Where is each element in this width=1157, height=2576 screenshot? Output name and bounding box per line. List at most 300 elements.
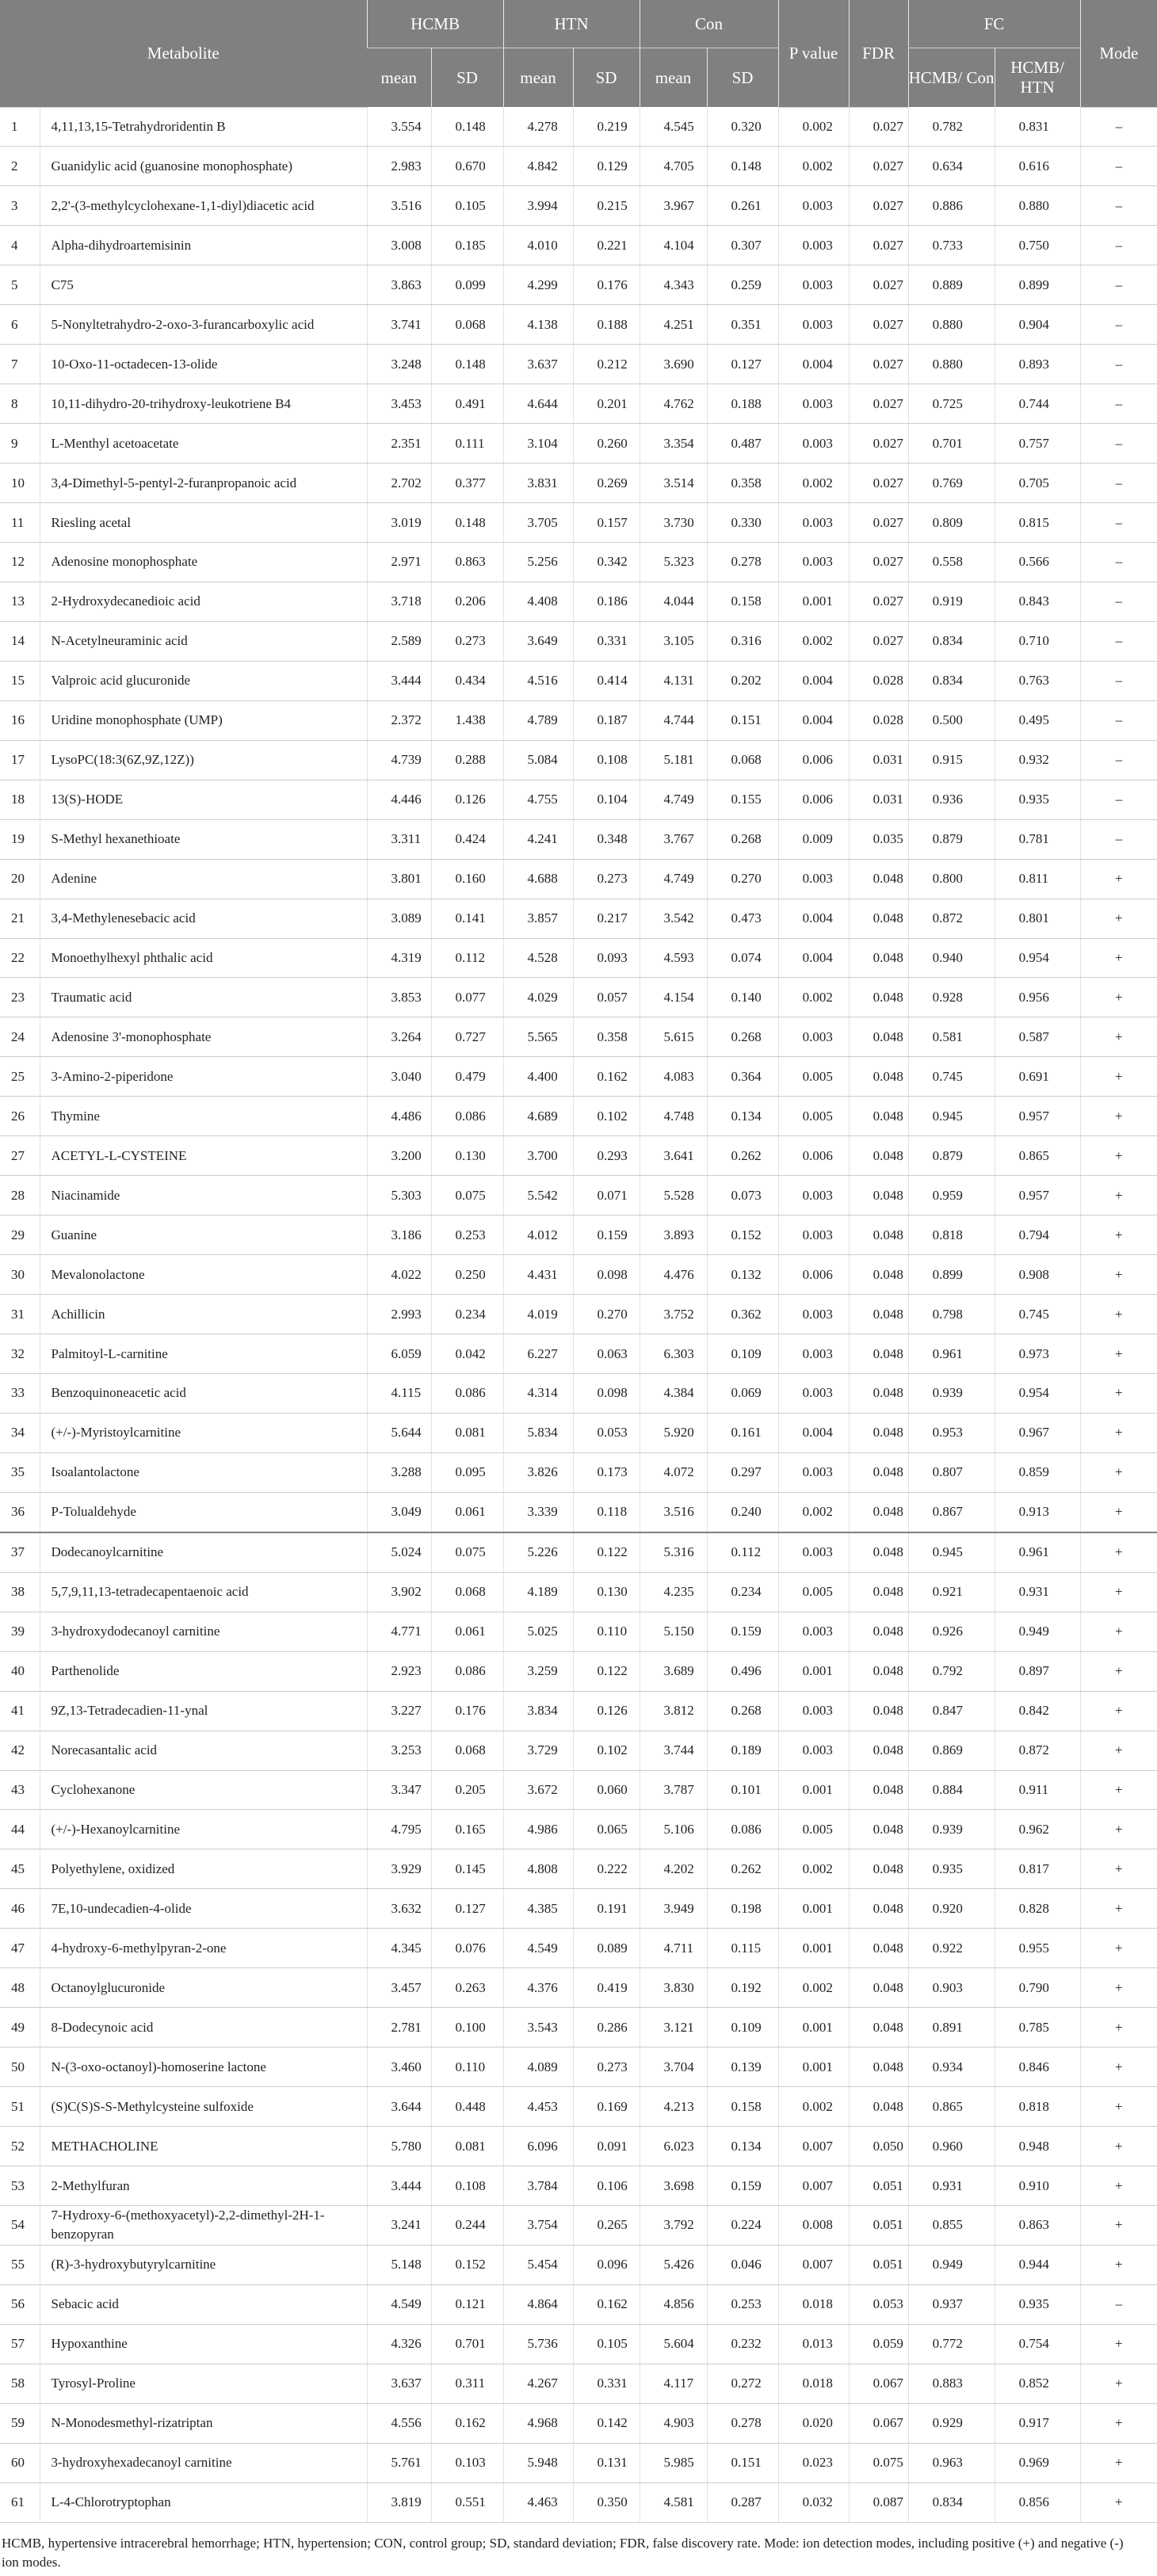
hcmb-sd-cell: 0.105 xyxy=(431,186,503,226)
hcmb-sd-cell: 0.042 xyxy=(431,1334,503,1374)
metabolite-name-cell: 4-hydroxy-6-methylpyran-2-one xyxy=(40,1929,367,1968)
htn-sd-cell: 0.157 xyxy=(573,503,640,543)
fdr-cell: 0.048 xyxy=(849,1968,908,2008)
metabolite-name-cell: 3,4-Methylenesebacic acid xyxy=(40,899,367,938)
fc-hcmb-con-cell: 0.869 xyxy=(908,1731,995,1770)
hcmb-sd-cell: 0.424 xyxy=(431,819,503,859)
fc-hcmb-htn-cell: 0.935 xyxy=(995,2284,1080,2324)
fc-hcmb-htn-cell: 0.856 xyxy=(995,2483,1080,2522)
con-mean-cell: 3.967 xyxy=(640,186,707,226)
con-sd-cell: 0.261 xyxy=(707,186,778,226)
table-row xyxy=(0,1612,1157,1651)
fc-hcmb-htn-cell: 0.908 xyxy=(995,1255,1080,1295)
con-sd-cell: 0.140 xyxy=(707,978,778,1017)
hcmb-sd-cell: 0.244 xyxy=(431,2206,503,2246)
ion-mode-cell: – xyxy=(1080,2284,1157,2324)
hcmb-mean-cell: 2.702 xyxy=(367,464,431,503)
ion-mode-cell: + xyxy=(1080,1849,1157,1889)
htn-mean-cell: 4.385 xyxy=(503,1889,573,1929)
p-value-cell: 0.001 xyxy=(778,582,849,621)
p-value-cell: 0.003 xyxy=(778,1691,849,1731)
ion-mode-cell: + xyxy=(1080,1651,1157,1691)
fc-hcmb-con-cell: 0.939 xyxy=(908,1374,995,1414)
metabolite-name-cell: Isoalantolactone xyxy=(40,1452,367,1492)
con-mean-cell: 4.131 xyxy=(640,661,707,700)
htn-sd-cell: 0.159 xyxy=(573,1215,640,1255)
hcmb-mean-cell: 3.248 xyxy=(367,345,431,384)
htn-mean-cell: 4.516 xyxy=(503,661,573,700)
hcmb-mean-cell: 4.326 xyxy=(367,2324,431,2364)
fdr-cell: 0.048 xyxy=(849,1136,908,1176)
row-number-cell: 53 xyxy=(0,2166,40,2206)
table-row xyxy=(0,1849,1157,1889)
con-mean-cell: 3.641 xyxy=(640,1136,707,1176)
metabolite-name-cell: P-Tolualdehyde xyxy=(40,1492,367,1532)
p-value-cell: 0.003 xyxy=(778,1215,849,1255)
htn-sd-cell: 0.331 xyxy=(573,621,640,661)
metabolite-name-cell: Guanine xyxy=(40,1215,367,1255)
fc-hcmb-con-cell: 0.920 xyxy=(908,1889,995,1929)
htn-mean-cell: 6.227 xyxy=(503,1334,573,1374)
htn-mean-cell: 5.542 xyxy=(503,1176,573,1215)
con-mean-cell: 4.749 xyxy=(640,859,707,899)
htn-mean-cell: 3.994 xyxy=(503,186,573,226)
table-row xyxy=(0,1136,1157,1176)
htn-mean-cell: 3.857 xyxy=(503,899,573,938)
htn-mean-cell: 4.968 xyxy=(503,2403,573,2443)
metabolite-name-cell: Cyclohexanone xyxy=(40,1770,367,1810)
p-value-cell: 0.009 xyxy=(778,819,849,859)
table-row xyxy=(0,1452,1157,1492)
htn-mean-cell: 4.842 xyxy=(503,147,573,186)
hcmb-mean-cell: 3.902 xyxy=(367,1572,431,1612)
hcmb-mean-cell: 5.780 xyxy=(367,2127,431,2166)
fc-hcmb-htn-cell: 0.817 xyxy=(995,1849,1080,1889)
fc-hcmb-con-cell: 0.919 xyxy=(908,582,995,621)
fc-hcmb-htn-cell: 0.710 xyxy=(995,621,1080,661)
fc-hcmb-htn-cell: 0.955 xyxy=(995,1929,1080,1968)
table-row xyxy=(0,1215,1157,1255)
fdr-cell: 0.087 xyxy=(849,2483,908,2522)
hcmb-mean-cell: 3.741 xyxy=(367,305,431,345)
row-number-cell: 54 xyxy=(0,2206,40,2246)
hcmb-mean-cell: 3.089 xyxy=(367,899,431,938)
fc-hcmb-con-cell: 0.884 xyxy=(908,1770,995,1810)
htn-mean-cell: 4.012 xyxy=(503,1215,573,1255)
p-value-cell: 0.005 xyxy=(778,1572,849,1612)
fc-hcmb-con-cell: 0.929 xyxy=(908,2403,995,2443)
con-mean-cell: 3.767 xyxy=(640,819,707,859)
hcmb-sd-cell: 0.068 xyxy=(431,1731,503,1770)
hcmb-mean-cell: 3.929 xyxy=(367,1849,431,1889)
fc-hcmb-htn-cell: 0.897 xyxy=(995,1651,1080,1691)
ion-mode-cell: + xyxy=(1080,2206,1157,2246)
fc-hcmb-htn-cell: 0.763 xyxy=(995,661,1080,700)
table-row xyxy=(0,1176,1157,1215)
p-value-cell: 0.003 xyxy=(778,226,849,265)
fc-hcmb-htn-cell: 0.828 xyxy=(995,1889,1080,1929)
htn-mean-cell: 4.755 xyxy=(503,780,573,819)
metabolite-name-cell: S-Methyl hexanethioate xyxy=(40,819,367,859)
fdr-cell: 0.048 xyxy=(849,2008,908,2047)
htn-mean-cell: 4.267 xyxy=(503,2364,573,2403)
p-value-cell: 0.006 xyxy=(778,1136,849,1176)
ion-mode-cell: + xyxy=(1080,1334,1157,1374)
table-row xyxy=(0,1691,1157,1731)
htn-sd-cell: 0.350 xyxy=(573,2483,640,2522)
htn-sd-cell: 0.057 xyxy=(573,978,640,1017)
metabolite-name-cell: 8-Dodecynoic acid xyxy=(40,2008,367,2047)
table-row xyxy=(0,305,1157,345)
metabolite-name-cell: Polyethylene, oxidized xyxy=(40,1849,367,1889)
fdr-cell: 0.048 xyxy=(849,1691,908,1731)
con-sd-cell: 0.046 xyxy=(707,2245,778,2284)
htn-mean-cell: 4.528 xyxy=(503,938,573,978)
con-mean-cell: 4.202 xyxy=(640,1849,707,1889)
fc-hcmb-htn-cell: 0.911 xyxy=(995,1770,1080,1810)
table-row xyxy=(0,1929,1157,1968)
p-value-cell: 0.005 xyxy=(778,1810,849,1849)
con-sd-cell: 0.262 xyxy=(707,1849,778,1889)
row-number-cell: 24 xyxy=(0,1017,40,1057)
htn-sd-cell: 0.260 xyxy=(573,424,640,464)
fdr-cell: 0.027 xyxy=(849,424,908,464)
metabolite-name-cell: Valproic acid glucuronide xyxy=(40,661,367,700)
fc-hcmb-htn-cell: 0.757 xyxy=(995,424,1080,464)
ion-mode-cell: + xyxy=(1080,2443,1157,2483)
fc-hcmb-con-cell: 0.782 xyxy=(908,107,995,147)
htn-mean-cell: 3.784 xyxy=(503,2166,573,2206)
htn-sd-cell: 0.130 xyxy=(573,1572,640,1612)
con-mean-cell: 4.545 xyxy=(640,107,707,147)
table-row xyxy=(0,978,1157,1017)
htn-sd-cell: 0.089 xyxy=(573,1929,640,1968)
metabolite-name-cell: Adenine xyxy=(40,859,367,899)
con-sd-cell: 0.268 xyxy=(707,1017,778,1057)
fdr-cell: 0.027 xyxy=(849,542,908,582)
hcmb-mean-cell: 4.115 xyxy=(367,1374,431,1414)
p-value-cell: 0.001 xyxy=(778,1889,849,1929)
metabolite-name-cell: N-Acetylneuraminic acid xyxy=(40,621,367,661)
con-mean-cell: 4.251 xyxy=(640,305,707,345)
table-row xyxy=(0,2284,1157,2324)
htn-sd-cell: 0.065 xyxy=(573,1810,640,1849)
fc-header: FC xyxy=(908,0,1080,48)
p-value-cell: 0.003 xyxy=(778,1532,849,1572)
fc-hcmb-con-cell: 0.921 xyxy=(908,1572,995,1612)
fc-hcmb-htn-cell: 0.962 xyxy=(995,1810,1080,1849)
hcmb-mean-cell: 4.739 xyxy=(367,740,431,780)
p-value-cell: 0.004 xyxy=(778,938,849,978)
fc-hcmb-htn-cell: 0.794 xyxy=(995,1215,1080,1255)
fc-hcmb-con-cell: 0.772 xyxy=(908,2324,995,2364)
row-number-cell: 19 xyxy=(0,819,40,859)
fdr-cell: 0.075 xyxy=(849,2443,908,2483)
ion-mode-cell: – xyxy=(1080,464,1157,503)
hcmb-sd-cell: 0.863 xyxy=(431,542,503,582)
fc-hcmb-htn-cell: 0.811 xyxy=(995,859,1080,899)
con-sd-cell: 0.074 xyxy=(707,938,778,978)
ion-mode-cell: + xyxy=(1080,1889,1157,1929)
ion-mode-cell: + xyxy=(1080,1136,1157,1176)
con-mean-cell: 4.762 xyxy=(640,384,707,424)
table-row xyxy=(0,1968,1157,2008)
p-value-cell: 0.001 xyxy=(778,1929,849,1968)
htn-mean-cell: 3.826 xyxy=(503,1452,573,1492)
ion-mode-cell: – xyxy=(1080,147,1157,186)
row-number-cell: 13 xyxy=(0,582,40,621)
fc-hcmb-htn-cell: 0.948 xyxy=(995,2127,1080,2166)
hcmb-sd-cell: 0.108 xyxy=(431,2166,503,2206)
hcmb-mean-cell: 3.632 xyxy=(367,1889,431,1929)
con-mean-cell: 4.154 xyxy=(640,978,707,1017)
fdr-cell: 0.027 xyxy=(849,345,908,384)
hcmb-sd-cell: 0.160 xyxy=(431,859,503,899)
fc-hcmb-htn-cell: 0.957 xyxy=(995,1176,1080,1215)
htn-sd-cell: 0.173 xyxy=(573,1452,640,1492)
metabolite-name-cell: C75 xyxy=(40,265,367,305)
row-number-cell: 1 xyxy=(0,107,40,147)
row-number-cell: 22 xyxy=(0,938,40,978)
con-mean-cell: 4.705 xyxy=(640,147,707,186)
fc-hcmb-con-cell: 0.879 xyxy=(908,1136,995,1176)
htn-mean-cell: 5.454 xyxy=(503,2245,573,2284)
htn-sd-cell: 0.131 xyxy=(573,2443,640,2483)
fc-hcmb-con-cell: 0.634 xyxy=(908,147,995,186)
htn-sd-cell: 0.215 xyxy=(573,186,640,226)
fdr-cell: 0.027 xyxy=(849,384,908,424)
metabolite-name-cell: 4,11,13,15-Tetrahydroridentin B xyxy=(40,107,367,147)
htn-mean-cell: 4.299 xyxy=(503,265,573,305)
fc-hcmb-con-cell: 0.899 xyxy=(908,1255,995,1295)
metabolite-name-cell: 9Z,13-Tetradecadien-11-ynal xyxy=(40,1691,367,1731)
con-mean-cell: 3.752 xyxy=(640,1295,707,1334)
hcmb-mean-cell: 5.644 xyxy=(367,1413,431,1452)
p-value-cell: 0.003 xyxy=(778,503,849,543)
con-sd-cell: 0.262 xyxy=(707,1136,778,1176)
htn-sd-cell: 0.273 xyxy=(573,2047,640,2087)
con-mean-cell: 4.748 xyxy=(640,1097,707,1136)
htn-sd-cell: 0.053 xyxy=(573,1413,640,1452)
table-footnote: HCMB, hypertensive intracerebral hemorrhage; HTN, hypertension; CON, control group; SD, standard deviation; FDR, false discovery rate. Mode: ion detection modes, including positive (+) and negative (-) ion modes. xyxy=(2,2535,1124,2570)
fc-hcmb-htn-cell: 0.566 xyxy=(995,542,1080,582)
hcmb-sd-cell: 0.086 xyxy=(431,1097,503,1136)
row-number-cell: 15 xyxy=(0,661,40,700)
table-row xyxy=(0,1810,1157,1849)
fc-hcmb-con-cell: 0.960 xyxy=(908,2127,995,2166)
fdr-cell: 0.048 xyxy=(849,1374,908,1414)
row-number-cell: 57 xyxy=(0,2324,40,2364)
row-number-cell: 38 xyxy=(0,1572,40,1612)
fdr-cell: 0.048 xyxy=(849,1452,908,1492)
fdr-cell: 0.027 xyxy=(849,265,908,305)
htn-sd-cell: 0.222 xyxy=(573,1849,640,1889)
p-value-cell: 0.006 xyxy=(778,1255,849,1295)
con-sd-cell: 0.320 xyxy=(707,107,778,147)
fdr-cell: 0.048 xyxy=(849,859,908,899)
hcmb-mean-header: mean xyxy=(367,48,431,108)
hcmb-mean-cell: 3.644 xyxy=(367,2087,431,2127)
ion-mode-cell: + xyxy=(1080,1215,1157,1255)
metabolite-name-cell: (R)-3-hydroxybutyrylcarnitine xyxy=(40,2245,367,2284)
ion-mode-cell: – xyxy=(1080,305,1157,345)
fc-hcmb-htn-cell: 0.967 xyxy=(995,1413,1080,1452)
con-sd-cell: 0.109 xyxy=(707,2008,778,2047)
con-mean-header: mean xyxy=(640,48,707,108)
fc-hcmb-con-cell: 0.935 xyxy=(908,1849,995,1889)
table-row xyxy=(0,899,1157,938)
fc-hcmb-htn-cell: 0.495 xyxy=(995,700,1080,740)
htn-mean-cell: 3.543 xyxy=(503,2008,573,2047)
fdr-cell: 0.048 xyxy=(849,978,908,1017)
metabolite-name-cell: Traumatic acid xyxy=(40,978,367,1017)
fc-hcmb-con-cell: 0.949 xyxy=(908,2245,995,2284)
table-row xyxy=(0,700,1157,740)
fc-hcmb-htn-cell: 0.944 xyxy=(995,2245,1080,2284)
p-value-cell: 0.002 xyxy=(778,464,849,503)
metabolite-name-cell: L-4-Chlorotryptophan xyxy=(40,2483,367,2522)
fc-hcmb-htn-cell: 0.949 xyxy=(995,1612,1080,1651)
hcmb-header: HCMB xyxy=(367,0,503,48)
row-number-cell: 36 xyxy=(0,1492,40,1532)
htn-mean-cell: 4.278 xyxy=(503,107,573,147)
p-value-cell: 0.004 xyxy=(778,899,849,938)
ion-mode-cell: – xyxy=(1080,345,1157,384)
ion-mode-cell: – xyxy=(1080,582,1157,621)
ion-mode-cell: – xyxy=(1080,503,1157,543)
table-row xyxy=(0,1374,1157,1414)
p-value-cell: 0.004 xyxy=(778,345,849,384)
fc-hcmb-con-cell: 0.886 xyxy=(908,186,995,226)
ion-mode-cell: + xyxy=(1080,2047,1157,2087)
ion-mode-cell: + xyxy=(1080,1691,1157,1731)
row-number-cell: 43 xyxy=(0,1770,40,1810)
fc-hcmb-con-cell: 0.581 xyxy=(908,1017,995,1057)
fc-hcmb-con-cell: 0.880 xyxy=(908,345,995,384)
table-row xyxy=(0,2127,1157,2166)
metabolite-name-cell: (S)C(S)S-S-Methylcysteine sulfoxide xyxy=(40,2087,367,2127)
fc-hcmb-con-cell: 0.701 xyxy=(908,424,995,464)
table-row xyxy=(0,819,1157,859)
table-row xyxy=(0,2008,1157,2047)
htn-sd-cell: 0.414 xyxy=(573,661,640,700)
hcmb-sd-cell: 0.727 xyxy=(431,1017,503,1057)
p-value-cell: 0.004 xyxy=(778,700,849,740)
con-mean-cell: 4.384 xyxy=(640,1374,707,1414)
row-number-cell: 60 xyxy=(0,2443,40,2483)
con-sd-cell: 0.272 xyxy=(707,2364,778,2403)
hcmb-mean-cell: 2.781 xyxy=(367,2008,431,2047)
hcmb-mean-cell: 2.351 xyxy=(367,424,431,464)
hcmb-sd-cell: 0.081 xyxy=(431,1413,503,1452)
con-mean-cell: 5.985 xyxy=(640,2443,707,2483)
con-mean-cell: 3.514 xyxy=(640,464,707,503)
fc-hcmb-con-cell: 0.903 xyxy=(908,1968,995,2008)
htn-mean-cell: 4.376 xyxy=(503,1968,573,2008)
p-value-cell: 0.006 xyxy=(778,780,849,819)
con-mean-cell: 3.105 xyxy=(640,621,707,661)
table-row xyxy=(0,2047,1157,2087)
ion-mode-cell: + xyxy=(1080,899,1157,938)
con-mean-cell: 5.426 xyxy=(640,2245,707,2284)
fdr-cell: 0.027 xyxy=(849,305,908,345)
htn-sd-cell: 0.331 xyxy=(573,2364,640,2403)
fc-hcmb-con-cell: 0.745 xyxy=(908,1057,995,1097)
ion-mode-cell: + xyxy=(1080,859,1157,899)
hcmb-sd-cell: 0.075 xyxy=(431,1176,503,1215)
hcmb-mean-cell: 3.444 xyxy=(367,661,431,700)
fdr-cell: 0.053 xyxy=(849,2284,908,2324)
fc-hcmb-con-cell: 0.847 xyxy=(908,1691,995,1731)
con-sd-cell: 0.358 xyxy=(707,464,778,503)
fc-hcmb-con-cell: 0.792 xyxy=(908,1651,995,1691)
hcmb-sd-cell: 0.479 xyxy=(431,1057,503,1097)
table-row xyxy=(0,503,1157,543)
hcmb-sd-cell: 0.273 xyxy=(431,621,503,661)
htn-sd-cell: 0.186 xyxy=(573,582,640,621)
hcmb-mean-cell: 3.863 xyxy=(367,265,431,305)
metabolite-name-cell: LysoPC(18:3(6Z,9Z,12Z)) xyxy=(40,740,367,780)
hcmb-mean-cell: 4.345 xyxy=(367,1929,431,1968)
htn-mean-cell: 5.948 xyxy=(503,2443,573,2483)
con-mean-cell: 4.593 xyxy=(640,938,707,978)
hcmb-mean-cell: 4.486 xyxy=(367,1097,431,1136)
p-value-cell: 0.003 xyxy=(778,1731,849,1770)
htn-mean-cell: 3.339 xyxy=(503,1492,573,1532)
hcmb-sd-cell: 0.145 xyxy=(431,1849,503,1889)
metabolite-name-cell: Riesling acetal xyxy=(40,503,367,543)
htn-sd-cell: 0.102 xyxy=(573,1731,640,1770)
row-number-cell: 30 xyxy=(0,1255,40,1295)
p-value-cell: 0.002 xyxy=(778,1492,849,1532)
fc-hcmb-con-cell: 0.945 xyxy=(908,1097,995,1136)
table-row xyxy=(0,1731,1157,1770)
hcmb-mean-cell: 3.008 xyxy=(367,226,431,265)
htn-mean-header: mean xyxy=(503,48,573,108)
con-sd-cell: 0.224 xyxy=(707,2206,778,2246)
htn-mean-cell: 3.831 xyxy=(503,464,573,503)
ion-mode-cell: + xyxy=(1080,1572,1157,1612)
con-sd-cell: 0.278 xyxy=(707,542,778,582)
htn-sd-cell: 0.108 xyxy=(573,740,640,780)
htn-sd-cell: 0.104 xyxy=(573,780,640,819)
con-sd-cell: 0.268 xyxy=(707,1691,778,1731)
con-mean-cell: 5.323 xyxy=(640,542,707,582)
htn-sd-cell: 0.142 xyxy=(573,2403,640,2443)
fc-hcmb-con-cell: 0.800 xyxy=(908,859,995,899)
htn-mean-cell: 4.986 xyxy=(503,1810,573,1849)
p-value-cell: 0.003 xyxy=(778,384,849,424)
con-mean-cell: 4.044 xyxy=(640,582,707,621)
con-sd-cell: 0.068 xyxy=(707,740,778,780)
metabolite-name-cell: Hypoxanthine xyxy=(40,2324,367,2364)
con-sd-cell: 0.473 xyxy=(707,899,778,938)
fdr-cell: 0.048 xyxy=(849,1612,908,1651)
fc-hcmb-con-cell: 0.834 xyxy=(908,2483,995,2522)
ion-mode-cell: + xyxy=(1080,1810,1157,1849)
p-value-cell: 0.003 xyxy=(778,1176,849,1215)
p-value-cell: 0.001 xyxy=(778,1651,849,1691)
hcmb-mean-cell: 3.200 xyxy=(367,1136,431,1176)
fdr-cell: 0.048 xyxy=(849,1097,908,1136)
con-sd-cell: 0.155 xyxy=(707,780,778,819)
con-sd-cell: 0.139 xyxy=(707,2047,778,2087)
con-mean-cell: 3.542 xyxy=(640,899,707,938)
ion-mode-cell: – xyxy=(1080,661,1157,700)
fc-hcmb-htn-cell: 0.872 xyxy=(995,1731,1080,1770)
fc-hcmb-htn-cell: 0.785 xyxy=(995,2008,1080,2047)
htn-sd-cell: 0.191 xyxy=(573,1889,640,1929)
